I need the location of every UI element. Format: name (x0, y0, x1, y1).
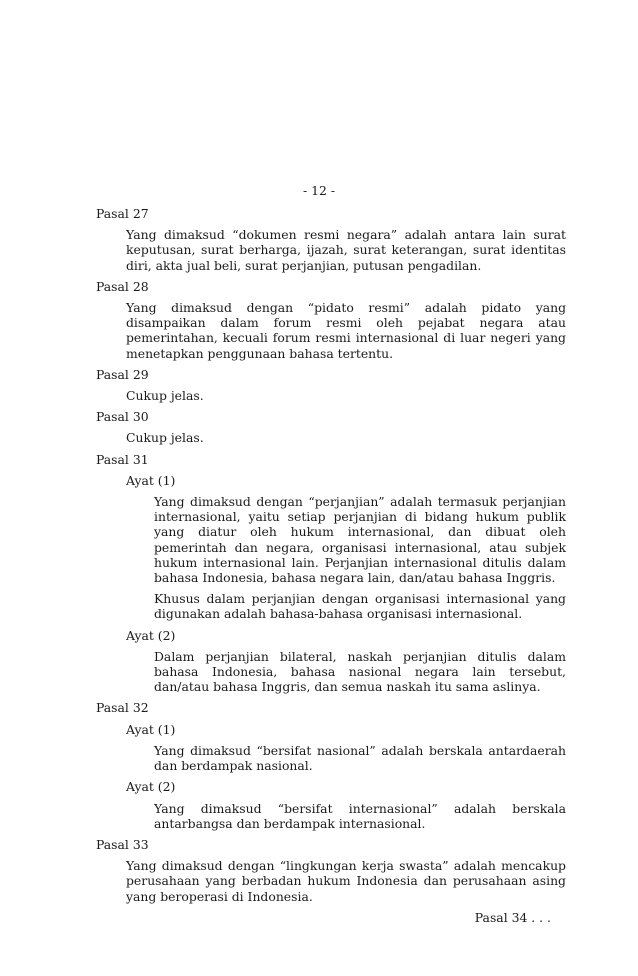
pasal-27-text: Yang dimaksud “dokumen resmi negara” adalah antara lain surat keputusan, surat berharga, ijazah, surat keterangan, surat identitas diri, akta jual beli, surat perjanjian, putusan pengadilan. (126, 227, 566, 273)
pasal-27-heading: Pasal 27 (96, 206, 149, 221)
pasal-32-ayat-1-text: Yang dimaksud “bersifat nasional” adalah berskala antardaerah dan berdampak nasional. (154, 742, 566, 774)
pasal-31-ayat-1-heading: Ayat (1) (126, 472, 176, 488)
document-body (96, 206, 566, 910)
pasal-31-ayat-1-text: Yang dimaksud dengan “perjanjian” adalah termasuk perjanjian internasional, yaitu setiap perjanjian di bidang hukum publik yang diatur oleh hukum internasional, dan dibuat oleh pemerintah dan negara, organisasi internasional, atau subjek hukum internasional lain. Perjanjian internasional ditulis dalam bahasa Indonesia, bahasa negara lain, dan/atau bahasa Inggris. (154, 494, 566, 586)
pasal-29-text: Cukup jelas. (126, 388, 204, 404)
pasal-28-text: Yang dimaksud dengan “pidato resmi” adalah pidato yang disampaikan dalam forum resmi oleh pejabat negara atau pemerintahan, kecuali forum resmi internasional di luar negeri yang menetapkan penggunaan bahasa tertentu. (126, 300, 566, 361)
pasal-30-text: Cukup jelas. (126, 430, 204, 446)
pasal-28-heading: Pasal 28 (96, 278, 149, 294)
pasal-31-ayat-2-text: Dalam perjanjian bilateral, naskah perjanjian ditulis dalam bahasa Indonesia, bahasa nasional negara lain tersebut, dan/atau bahasa Inggris, dan semua naskah itu sama aslinya. (154, 648, 566, 695)
next-page-continuation: Pasal 34 . . . (474, 910, 551, 925)
pasal-31-ayat-1-text-2: Khusus dalam perjanjian dengan organisasi internasional yang digunakan adalah bahasa-bahasa organisasi internasional. (154, 591, 566, 622)
pasal-30-heading: Pasal 30 (96, 409, 149, 425)
pasal-32-ayat-1-heading: Ayat (1) (126, 721, 176, 737)
pasal-31-ayat-2-heading: Ayat (2) (126, 627, 176, 643)
pasal-32-heading: Pasal 32 (96, 700, 149, 716)
pasal-33-text: Yang dimaksud dengan “lingkungan kerja swasta” adalah mencakup perusahaan yang berbadan hukum Indonesia dan perusahaan asing yang beroperasi di Indonesia. (126, 858, 566, 904)
pasal-32-ayat-2-heading: Ayat (2) (126, 779, 176, 795)
pasal-31-heading: Pasal 31 (96, 451, 149, 467)
pasal-32-ayat-2-text: Yang dimaksud “bersifat internasional” adalah berskala antarbangsa dan berdampak internasional. (154, 800, 566, 831)
pasal-29-heading: Pasal 29 (96, 366, 149, 382)
pasal-33-heading: Pasal 33 (96, 836, 149, 852)
page-number: - 12 - (302, 183, 336, 198)
